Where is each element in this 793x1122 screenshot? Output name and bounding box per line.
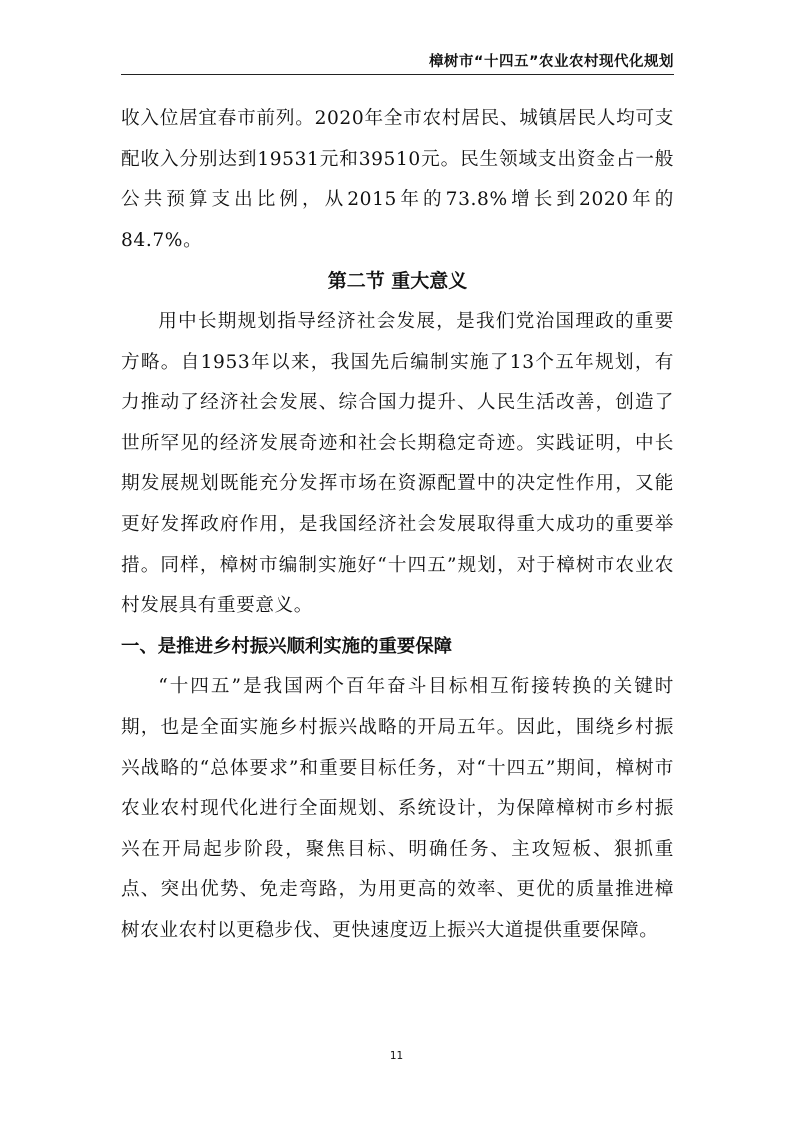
section-paragraph: 用中长期规划指导经济社会发展，是我们党治国理政的重要方略。自1953年以来，我国先后编制实施了13个五年规划，有力推动了经济社会发展、综合国力提升、人民生活改善，创造了世所罕见的经济发展奇迹和社会长期稳定奇迹。实践证明，中长期发展规划既能充分发挥市场在资源配置中的决定性作用，又能更好发挥政府作用，是我国经济社会发展取得重大成功的重要举措。同样，樟树市编制实施好“十四五”规划，对于樟树市农业农村发展具有重要意义。 <box>121 310 674 617</box>
subsection-paragraph: “十四五”是我国两个百年奋斗目标相互衔接转换的关键时期，也是全面实施乡村振兴战略的开局五年。因此，围绕乡村振兴战略的“总体要求”和重要目标任务，对“十四五”期间，樟树市农业农村现代化进行全面规划、系统设计，为保障樟树市乡村振兴在开局起步阶段，聚焦目标、明确任务、主攻短板、狠抓重点、突出优势、免走弯路，为用更高的效率、更优的质量推进樟树农业农村以更稳步伐、更快速度迈上振兴大道提供重要保障。 <box>121 676 674 941</box>
page-number: 11 <box>389 1050 404 1062</box>
subsection-heading: 一、是推进乡村振兴顺利实施的重要保障 <box>121 635 453 657</box>
page-body <box>121 99 674 951</box>
intro-paragraph: 收入位居宜春市前列。2020年全市农村居民、城镇居民人均可支配收入分别达到19531元和39510元。民生领域支出资金占一般公共预算支出比例，从2015年的73.8%增长到2020年的84.7%。 <box>121 108 674 251</box>
running-header-title: 樟树市“十四五”农业农村现代化规划 <box>428 54 674 70</box>
section-title: 第二节 重大意义 <box>327 270 468 293</box>
running-header <box>121 48 674 75</box>
